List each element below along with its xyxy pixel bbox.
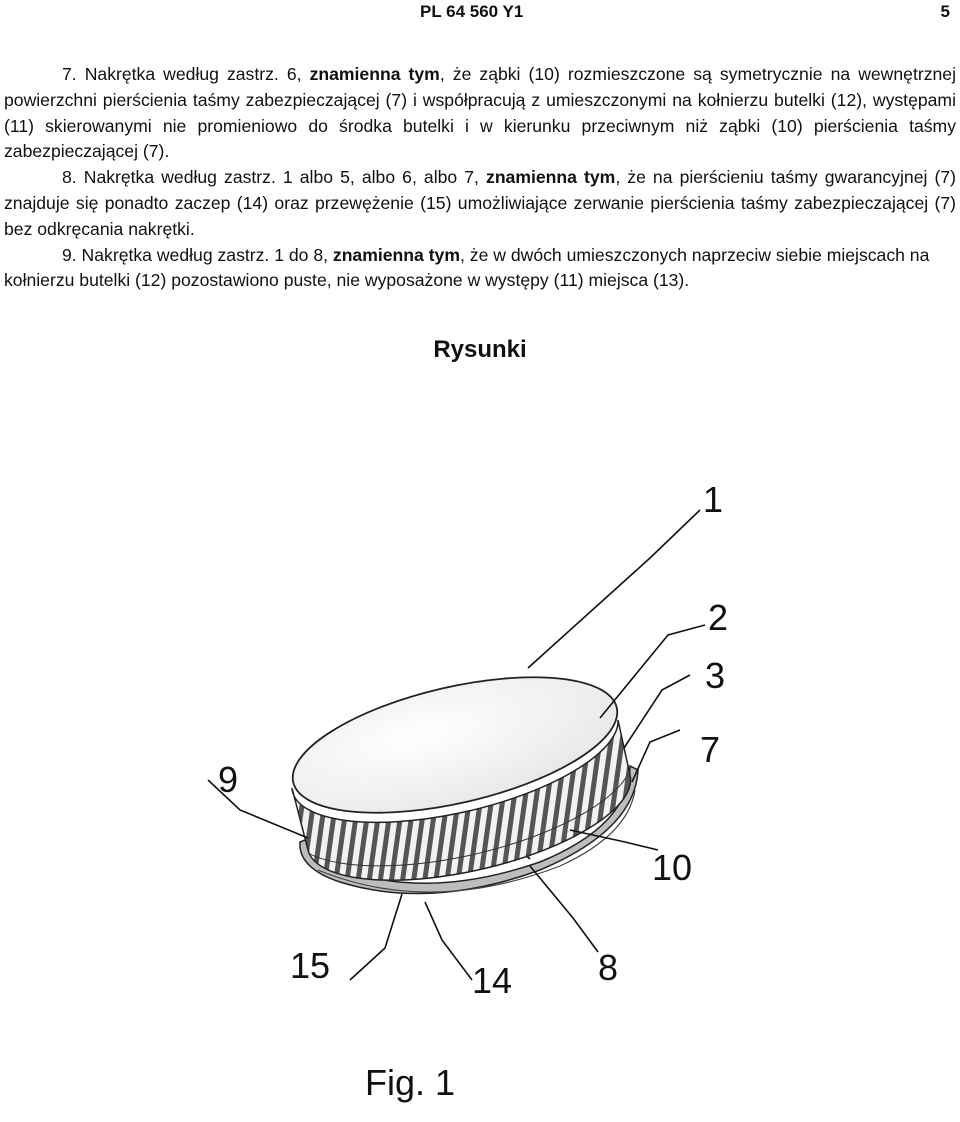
claim-9-intro: 9. Nakrętka według zastrz. 1 do 8,: [62, 244, 333, 265]
claim-9-body: , że w dwóch umieszczonych naprzeciw siebie miejscach na kołnierzu butelki (12) pozostawiono puste, nie wyposażone w występy (11) miejsca (13).: [4, 244, 930, 291]
label-14: 14: [472, 960, 513, 1001]
claim-9: [4, 243, 956, 295]
claim-8-body: , że na pierścieniu taśmy gwarancyjnej (7) znajduje się ponadto zaczep (14) oraz przewężenie (15) umożliwiające zerwanie pierścienia taśmy zabezpieczającej (7) bez odkręcania nakrętki.: [4, 167, 956, 239]
label-3: 3: [705, 655, 726, 696]
claim-8-intro: 8. Nakrętka według zastrz. 1 albo 5, albo 6, albo 7,: [62, 167, 487, 188]
label-9: 9: [218, 759, 239, 800]
label-10: 10: [652, 847, 693, 888]
page-number: 5: [940, 2, 950, 21]
document-number: PL 64 560 Y1: [420, 2, 524, 21]
claims-section: [4, 62, 956, 294]
claim-7-intro: 7. Nakrętka według zastrz. 6,: [62, 64, 310, 84]
claim-7-body: , że ząbki (10) rozmieszczone są symetrycznie na wewnętrznej powierzchni pierścienia taśmy zabezpieczającej (7) i współpracują z umieszczonymi na kołnierzu butelki (12), występami (11) skierowanymi nie promieniowo do środka butelki i w kierunku przeciwnym niż ząbki (10) pierścienia taśmy zabezpieczającej (7).: [4, 64, 956, 162]
claim-8-bold: znamienna tym: [486, 167, 616, 188]
page-header: [0, 2, 960, 28]
label-8: 8: [598, 947, 619, 988]
label-15: 15: [290, 945, 331, 986]
figure-caption: Fig. 1: [365, 1062, 456, 1103]
claim-7-bold: znamienna tym: [309, 64, 440, 84]
drawings-heading: Rysunki: [433, 336, 527, 363]
claim-7: [4, 62, 956, 165]
bottle-cap-drawing: [180, 470, 740, 1110]
label-1: 1: [703, 479, 724, 520]
figure-1: [180, 470, 740, 1110]
label-7: 7: [700, 729, 721, 770]
claim-8: [4, 165, 956, 242]
label-2: 2: [708, 597, 729, 638]
claim-9-bold: znamienna tym: [332, 244, 460, 265]
